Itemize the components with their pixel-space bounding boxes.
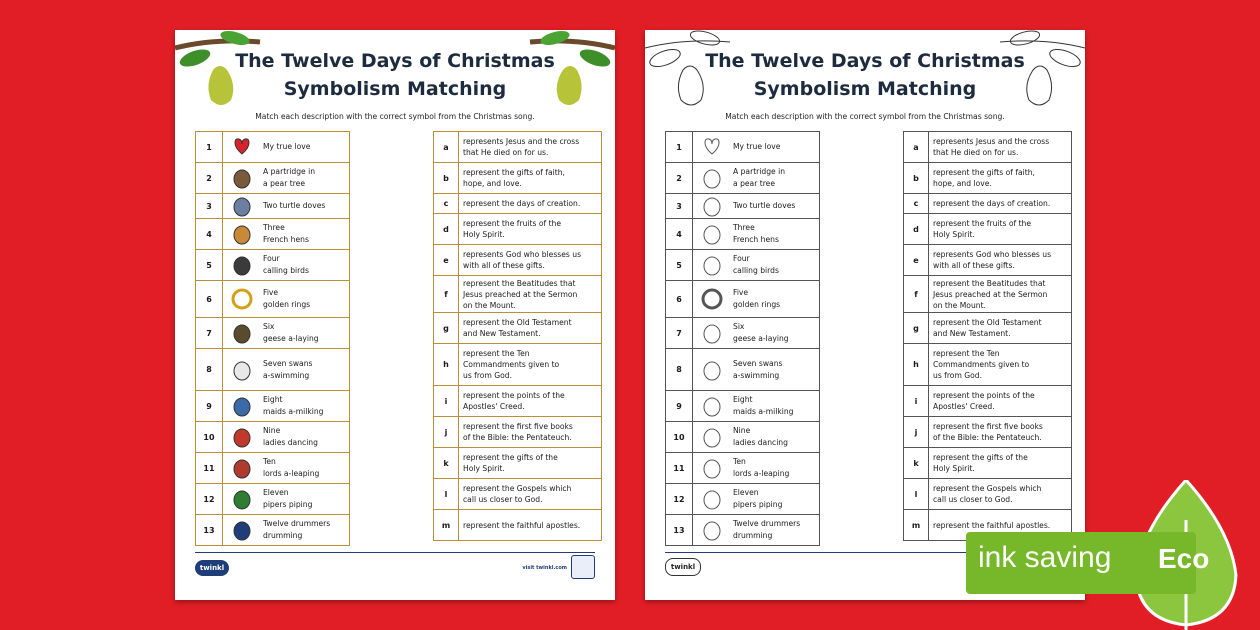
item-picture <box>693 453 732 484</box>
description-text: represent the Beatitudes that Jesus preached at the Sermon on the Mount. <box>929 276 1072 313</box>
golden-rings-icon <box>226 287 258 311</box>
item-picture <box>693 163 732 194</box>
description-letter: k <box>434 448 459 479</box>
description-letter: i <box>904 386 929 417</box>
description-text: represent the gifts of faith, hope, and love. <box>459 163 602 194</box>
description-letter: b <box>434 163 459 194</box>
item-picture <box>693 194 732 219</box>
item-label: My true love <box>731 132 820 163</box>
item-label: Four calling birds <box>261 250 350 281</box>
item-picture <box>223 219 262 250</box>
piper-icon <box>226 487 258 511</box>
hen-icon <box>696 222 728 246</box>
description-text: represent the points of the Apostles' Creed. <box>459 386 602 417</box>
description-text: represent the gifts of the Holy Spirit. <box>929 448 1072 479</box>
item-number: 12 <box>196 484 223 515</box>
description-letter: k <box>904 448 929 479</box>
item-picture <box>693 422 732 453</box>
description-row <box>434 194 602 214</box>
item-label: Six geese a-laying <box>261 318 350 349</box>
item-row <box>666 484 820 515</box>
item-row <box>196 281 350 318</box>
description-text: represent the Old Testament and New Testament. <box>459 313 602 344</box>
item-label: Six geese a-laying <box>731 318 820 349</box>
item-row <box>666 132 820 163</box>
instructions: Match each description with the correct symbol from the Christmas song. <box>725 112 1005 121</box>
item-picture <box>223 318 262 349</box>
item-picture <box>223 422 262 453</box>
item-label: Twelve drummers drumming <box>261 515 350 546</box>
item-number: 9 <box>666 391 693 422</box>
description-letter: i <box>434 386 459 417</box>
item-number: 10 <box>666 422 693 453</box>
maid-icon <box>696 394 728 418</box>
description-row <box>904 163 1072 194</box>
description-letter: l <box>434 479 459 510</box>
item-row <box>666 422 820 453</box>
item-label: My true love <box>261 132 350 163</box>
instructions: Match each description with the correct symbol from the Christmas song. <box>255 112 535 121</box>
item-row <box>196 422 350 453</box>
description-letter: d <box>904 214 929 245</box>
description-letter: c <box>434 194 459 214</box>
item-label: Eight maids a-milking <box>731 391 820 422</box>
item-row <box>666 194 820 219</box>
item-number: 8 <box>196 349 223 391</box>
item-number: 4 <box>666 219 693 250</box>
ink-saving-label: ink saving <box>978 541 1112 574</box>
twinkl-logo: twinkl <box>665 558 701 576</box>
description-row <box>434 479 602 510</box>
item-picture <box>693 349 732 391</box>
piper-icon <box>696 487 728 511</box>
description-text: represent the days of creation. <box>459 194 602 214</box>
item-picture <box>693 219 732 250</box>
drummer-icon <box>226 518 258 542</box>
item-picture <box>223 484 262 515</box>
footer-divider <box>195 552 595 553</box>
item-number: 6 <box>196 281 223 318</box>
description-row <box>904 276 1072 313</box>
item-row <box>196 194 350 219</box>
item-label: Three French hens <box>261 219 350 250</box>
item-picture <box>693 250 732 281</box>
description-row <box>904 194 1072 214</box>
item-picture <box>223 163 262 194</box>
description-text: represent the Old Testament and New Testament. <box>929 313 1072 344</box>
item-number: 13 <box>196 515 223 546</box>
description-text: represents Jesus and the cross that He died on for us. <box>459 132 602 163</box>
description-text: represent the Beatitudes that Jesus preached at the Sermon on the Mount. <box>459 276 602 313</box>
badge-icon <box>571 555 595 579</box>
description-letter: g <box>434 313 459 344</box>
item-label: Ten lords a-leaping <box>261 453 350 484</box>
description-text: represent the gifts of the Holy Spirit. <box>459 448 602 479</box>
description-row <box>434 344 602 386</box>
item-row <box>666 391 820 422</box>
worksheet-color <box>175 30 615 600</box>
item-label: Four calling birds <box>731 250 820 281</box>
description-letter: j <box>904 417 929 448</box>
item-row <box>196 484 350 515</box>
description-text: represents God who blesses us with all of these gifts. <box>929 245 1072 276</box>
hearts-icon <box>226 135 258 159</box>
item-row <box>196 391 350 422</box>
item-label: Seven swans a-swimming <box>731 349 820 391</box>
description-letter: b <box>904 163 929 194</box>
item-row <box>666 318 820 349</box>
item-number: 7 <box>196 318 223 349</box>
item-number: 5 <box>196 250 223 281</box>
dancer-icon <box>226 425 258 449</box>
description-text: represent the Ten Commandments given to us from God. <box>459 344 602 386</box>
item-label: Seven swans a-swimming <box>261 349 350 391</box>
item-number: 8 <box>666 349 693 391</box>
item-picture <box>693 515 732 546</box>
description-letter: j <box>434 417 459 448</box>
description-letter: h <box>904 344 929 386</box>
calling-birds-icon <box>226 253 258 277</box>
dove-icon <box>696 194 728 218</box>
item-picture <box>223 453 262 484</box>
dancer-icon <box>696 425 728 449</box>
item-label: A partridge in a pear tree <box>261 163 350 194</box>
item-picture <box>693 484 732 515</box>
item-number: 6 <box>666 281 693 318</box>
item-label: Two turtle doves <box>731 194 820 219</box>
item-picture <box>693 391 732 422</box>
item-row <box>196 349 350 391</box>
item-picture <box>223 391 262 422</box>
item-label: Ten lords a-leaping <box>731 453 820 484</box>
item-row <box>666 163 820 194</box>
item-number: 12 <box>666 484 693 515</box>
description-row <box>904 245 1072 276</box>
item-picture <box>693 281 732 318</box>
description-row <box>434 448 602 479</box>
goose-icon <box>696 321 728 345</box>
item-number: 2 <box>196 163 223 194</box>
description-letter: h <box>434 344 459 386</box>
item-row <box>666 453 820 484</box>
description-letter: g <box>904 313 929 344</box>
description-letter: m <box>904 510 929 541</box>
item-picture <box>693 132 732 163</box>
item-label: Eleven pipers piping <box>731 484 820 515</box>
item-number: 2 <box>666 163 693 194</box>
description-row <box>904 417 1072 448</box>
item-number: 3 <box>196 194 223 219</box>
description-text: represents God who blesses us with all of these gifts. <box>459 245 602 276</box>
item-row <box>666 250 820 281</box>
description-row <box>434 245 602 276</box>
item-picture <box>223 349 262 391</box>
description-letter: a <box>434 132 459 163</box>
description-row <box>434 132 602 163</box>
item-row <box>666 219 820 250</box>
descriptions-table <box>433 131 602 541</box>
description-letter: e <box>904 245 929 276</box>
calling-birds-icon <box>696 253 728 277</box>
description-text: represent the Ten Commandments given to us from God. <box>929 344 1072 386</box>
items-table <box>195 131 350 546</box>
item-label: Three French hens <box>731 219 820 250</box>
partridge-icon <box>696 166 728 190</box>
description-text: represent the Gospels which call us closer to God. <box>459 479 602 510</box>
description-row <box>434 214 602 245</box>
description-text: represent the first five books of the Bible: the Pentateuch. <box>929 417 1072 448</box>
hen-icon <box>226 222 258 246</box>
item-label: Five golden rings <box>261 281 350 318</box>
description-letter: l <box>904 479 929 510</box>
item-number: 11 <box>666 453 693 484</box>
item-label: Nine ladies dancing <box>261 422 350 453</box>
item-picture <box>223 281 262 318</box>
item-row <box>196 132 350 163</box>
item-number: 4 <box>196 219 223 250</box>
item-picture <box>223 250 262 281</box>
goose-icon <box>226 321 258 345</box>
item-label: Twelve drummers drumming <box>731 515 820 546</box>
eco-label: Eco <box>1158 543 1210 574</box>
description-row <box>434 163 602 194</box>
description-letter: c <box>904 194 929 214</box>
item-picture <box>693 318 732 349</box>
item-number: 11 <box>196 453 223 484</box>
lord-icon <box>226 456 258 480</box>
hearts-icon <box>696 135 728 159</box>
description-text: represent the gifts of faith, hope, and love. <box>929 163 1072 194</box>
description-row <box>434 386 602 417</box>
description-text: represent the first five books of the Bible: the Pentateuch. <box>459 417 602 448</box>
item-picture <box>223 132 262 163</box>
item-label: Eleven pipers piping <box>261 484 350 515</box>
item-row <box>196 163 350 194</box>
description-letter: m <box>434 510 459 541</box>
page-title: The Twelve Days of Christmas Symbolism Matching <box>705 50 1025 100</box>
item-row <box>666 515 820 546</box>
item-row <box>196 453 350 484</box>
description-row <box>434 510 602 541</box>
item-row <box>666 349 820 391</box>
description-row <box>904 132 1072 163</box>
footer-url: visit twinkl.com <box>522 565 567 571</box>
item-number: 1 <box>196 132 223 163</box>
description-row <box>434 417 602 448</box>
description-text: represent the points of the Apostles' Creed. <box>929 386 1072 417</box>
description-row <box>434 276 602 313</box>
swan-icon <box>226 358 258 382</box>
partridge-icon <box>226 166 258 190</box>
item-row <box>196 515 350 546</box>
description-row <box>904 214 1072 245</box>
item-label: A partridge in a pear tree <box>731 163 820 194</box>
item-label: Two turtle doves <box>261 194 350 219</box>
description-row <box>904 313 1072 344</box>
item-number: 7 <box>666 318 693 349</box>
item-picture <box>223 515 262 546</box>
description-letter: f <box>904 276 929 313</box>
item-number: 13 <box>666 515 693 546</box>
item-row <box>196 318 350 349</box>
description-row <box>904 448 1072 479</box>
item-number: 5 <box>666 250 693 281</box>
description-text: represent the faithful apostles. <box>459 510 602 541</box>
description-letter: f <box>434 276 459 313</box>
items-table <box>665 131 820 546</box>
description-text: represent the days of creation. <box>929 194 1072 214</box>
item-row <box>196 219 350 250</box>
item-row <box>196 250 350 281</box>
item-number: 9 <box>196 391 223 422</box>
item-picture <box>223 194 262 219</box>
description-text: represent the faithful apostles. <box>929 510 1072 541</box>
description-letter: d <box>434 214 459 245</box>
description-text: represent the fruits of the Holy Spirit. <box>459 214 602 245</box>
item-number: 10 <box>196 422 223 453</box>
drummer-icon <box>696 518 728 542</box>
swan-icon <box>696 358 728 382</box>
item-label: Nine ladies dancing <box>731 422 820 453</box>
description-letter: a <box>904 132 929 163</box>
description-row <box>434 313 602 344</box>
lord-icon <box>696 456 728 480</box>
page-title: The Twelve Days of Christmas Symbolism Matching <box>235 50 555 100</box>
item-label: Eight maids a-milking <box>261 391 350 422</box>
description-row <box>904 386 1072 417</box>
item-number: 1 <box>666 132 693 163</box>
description-letter: e <box>434 245 459 276</box>
maid-icon <box>226 394 258 418</box>
golden-rings-icon <box>696 287 728 311</box>
dove-icon <box>226 194 258 218</box>
item-label: Five golden rings <box>731 281 820 318</box>
description-row <box>904 344 1072 386</box>
twinkl-logo: twinkl <box>195 560 229 576</box>
description-text: represent the fruits of the Holy Spirit. <box>929 214 1072 245</box>
description-text: represents Jesus and the cross that He died on for us. <box>929 132 1072 163</box>
item-number: 3 <box>666 194 693 219</box>
description-text: represent the Gospels which call us closer to God. <box>929 479 1072 510</box>
item-row <box>666 281 820 318</box>
